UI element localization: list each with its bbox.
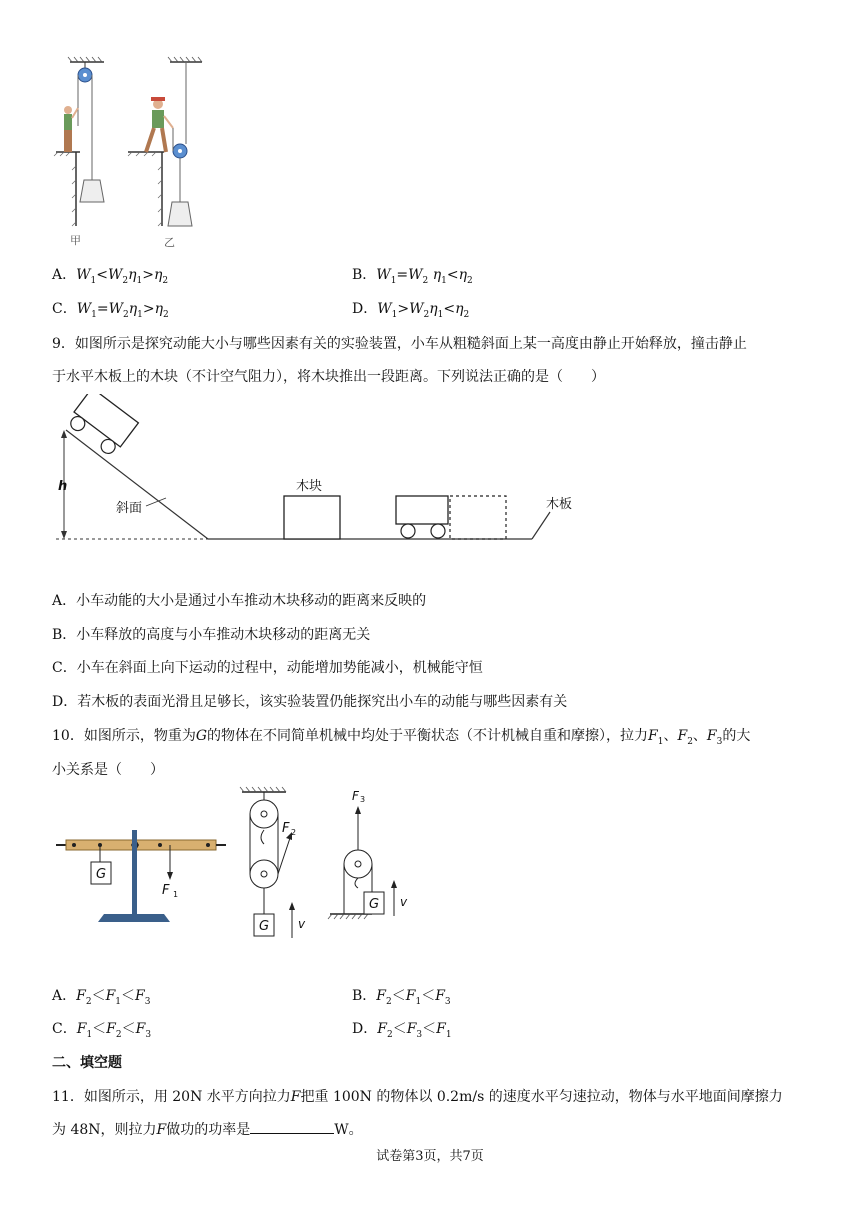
q10-stem-line1: 10．如图所示，物重为G的物体在不同简单机械中均处于平衡状态（不计机械自重和摩擦），拉力$F_1$、$F_2$、$F_3$的大 (52, 728, 751, 747)
label-g2: G (259, 919, 270, 934)
q8-option-d: D．$W_1>W_2\eta_1<\eta_2$ (352, 301, 470, 320)
label-v3: v (400, 895, 408, 909)
q11-stem-line2: 为 48N，则拉力F做功的功率是 W。 (52, 1119, 363, 1139)
label-block: 木块 (296, 479, 323, 494)
q8-option-b: B．$W_1=W_2$ $\eta_1<\eta_2$ (352, 267, 473, 286)
fig-label-yi: 乙 (164, 236, 175, 249)
label-g1: G (96, 867, 107, 882)
q9-option-c: C．小车在斜面上向下运动的过程中，动能增加势能减小，机械能守恒 (52, 660, 483, 676)
svg-text:3: 3 (360, 795, 366, 804)
q10-option-b: B．$F_2<F_1<F_3$ (352, 988, 451, 1007)
q9-figure (52, 394, 592, 550)
q8-option-c: C．$W_1=W_2\eta_1>\eta_2$ (52, 301, 169, 320)
q9-option-a: A．小车动能的大小是通过小车推动木块移动的距离来反映的 (52, 593, 427, 609)
q11-stem-line1: 11．如图所示，用 20N 水平方向拉力F把重 100N 的物体以 0.2m/s 的速度水平匀速拉动，物体与水平地面间摩擦力 (52, 1089, 783, 1105)
label-board: 木板 (546, 497, 573, 512)
label-f2: F (282, 821, 290, 836)
q8-figure (52, 56, 222, 252)
q9-stem-line1: 9．如图所示是探究动能大小与哪些因素有关的实验装置，小车从粗糙斜面上某一高度由静止开始释放，撞击静止 (52, 336, 747, 352)
label-f3: F (352, 789, 359, 803)
answer-blank[interactable] (250, 1119, 334, 1134)
label-f1: F (162, 883, 170, 898)
label-v2: v (298, 917, 306, 931)
label-slope: 斜面 (116, 501, 143, 516)
q10-option-c: C．$F_1<F_2<F_3$ (52, 1021, 152, 1040)
fig-label-jia: 甲 (70, 234, 81, 247)
svg-text:2: 2 (291, 828, 297, 837)
q10-stem-line2: 小关系是（ ） (52, 762, 164, 778)
q10-option-a: A．$F_2<F_1<F_3$ (52, 988, 151, 1007)
q8-option-a: A．$W_1<W_2\eta_1>\eta_2$ (52, 267, 169, 286)
q10-option-d: D．$F_2<F_3<F_1$ (352, 1021, 452, 1040)
q9-option-d: D．若木板的表面光滑且足够长，该实验装置仍能探究出小车的动能与哪些因素有关 (52, 694, 568, 710)
label-h: h (58, 479, 68, 494)
page-footer: 试卷第3页，共7页 (376, 1149, 484, 1164)
section-title: 二、填空题 (52, 1055, 122, 1071)
q9-stem-line2: 于水平木板上的木块（不计空气阻力），将木块推出一段距离。下列说法正确的是（ ） (52, 369, 605, 385)
q10-figure (52, 782, 422, 942)
label-g3: G (369, 897, 380, 912)
q9-option-b: B．小车释放的高度与小车推动木块移动的距离无关 (52, 627, 371, 643)
svg-text:1: 1 (173, 890, 179, 899)
